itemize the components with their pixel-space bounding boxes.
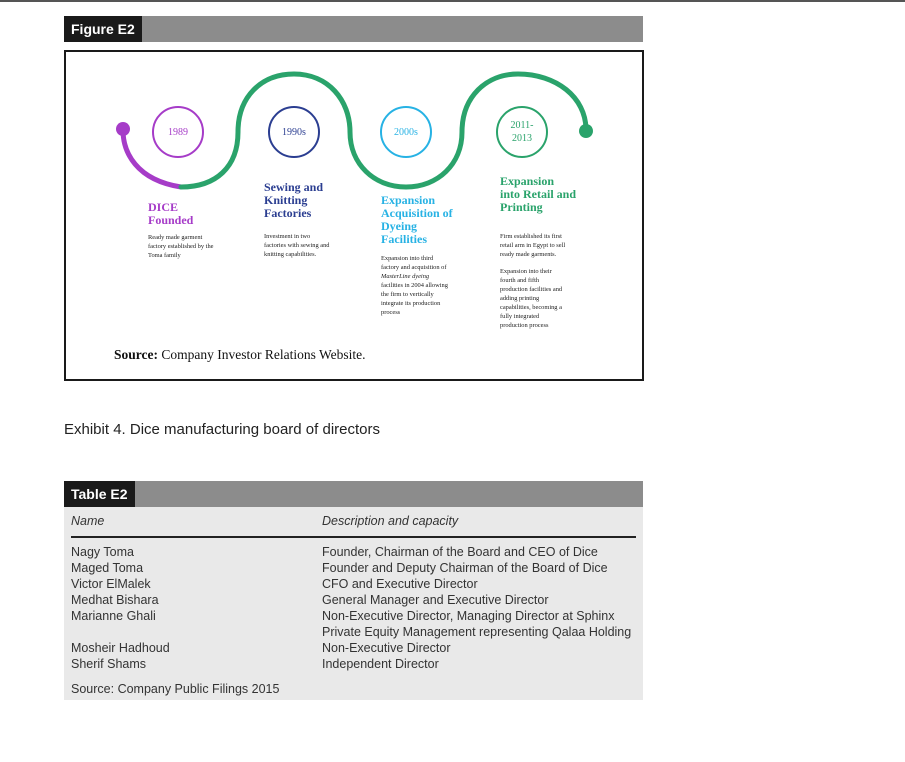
- milestone-title-1990s: Sewing and Knitting Factories: [264, 180, 324, 220]
- milestone-desc-2011-2013: Firm established its first retail arm in Egypt to sell ready made garments.: [500, 233, 566, 258]
- year-text: 1990s: [282, 126, 306, 138]
- year-text: 2011-: [510, 120, 534, 131]
- header-rule: [71, 536, 636, 538]
- table-label: Table E2: [64, 481, 135, 507]
- year-circle-1990s: [268, 106, 320, 158]
- row-description: CFO and Executive Director: [322, 577, 478, 591]
- row-description: Non-Executive Director, Managing Director at Sphinx: [322, 609, 615, 623]
- row-name: Marianne Ghali: [71, 609, 156, 623]
- row-description: General Manager and Executive Director: [322, 593, 549, 607]
- milestone-title-2011-2013: Expansion into Retail and Printing: [500, 174, 577, 214]
- exhibit-caption: Exhibit 4. Dice manufacturing board of directors: [64, 421, 380, 438]
- figure-source: Source: Company Investor Relations Website.: [114, 347, 366, 362]
- row-description: Founder, Chairman of the Board and CEO of Dice: [322, 545, 598, 559]
- milestone-title-2000s: Expansion Acquisition of Dyeing Facilities: [381, 193, 453, 246]
- year-text: 2013: [512, 133, 532, 144]
- timeline-figure: [64, 50, 644, 381]
- row-name: Victor ElMalek: [71, 577, 151, 591]
- page-top-rule: [0, 0, 905, 2]
- timeline-end-dot: [579, 124, 593, 138]
- board-table: [64, 507, 643, 700]
- row-name: Mosheir Hadhoud: [71, 641, 170, 655]
- table-header-bar: [64, 481, 643, 507]
- year-circle-2000s: [380, 106, 432, 158]
- figure-header-bar: [64, 16, 643, 42]
- milestone-desc-1989: Ready made garment factory established by the Toma family: [148, 234, 214, 259]
- milestone-desc-1990s: Investment in two factories with sewing and knitting capabilities.: [264, 233, 330, 258]
- row-description: Independent Director: [322, 657, 439, 671]
- figure-label: Figure E2: [64, 16, 142, 42]
- row-name: Nagy Toma: [71, 545, 134, 559]
- row-description: Founder and Deputy Chairman of the Board of Dice: [322, 561, 608, 575]
- year-text: 2000s: [394, 126, 418, 138]
- row-name: Medhat Bishara: [71, 593, 159, 607]
- year-circle-1989: [152, 106, 204, 158]
- timeline-start-dot: [116, 122, 130, 136]
- row-description: Private Equity Management representing Qalaa Holding: [322, 625, 632, 639]
- milestone-title-1989: DICE Founded: [148, 200, 194, 227]
- milestone-desc2-2011-2013: Expansion into their fourth and fifth production facilities and adding printing capabilities, becoming a fully integrated production process: [500, 268, 563, 329]
- column-header-name: Name: [71, 514, 105, 528]
- year-text: 1989: [168, 126, 188, 138]
- row-name: Maged Toma: [71, 561, 144, 575]
- year-circle-2011-2013: [496, 106, 548, 158]
- column-header-description: Description and capacity: [322, 514, 459, 528]
- row-description: Non-Executive Director: [322, 641, 451, 655]
- table-source: Source: Company Public Filings 2015: [71, 682, 280, 696]
- milestone-desc-2000s: Expansion into third factory and acquisition of MasterLine dyeing facilities in 2004 allowing the firm to vertically integrate its production process: [381, 255, 448, 316]
- row-name: Sherif Shams: [71, 657, 147, 671]
